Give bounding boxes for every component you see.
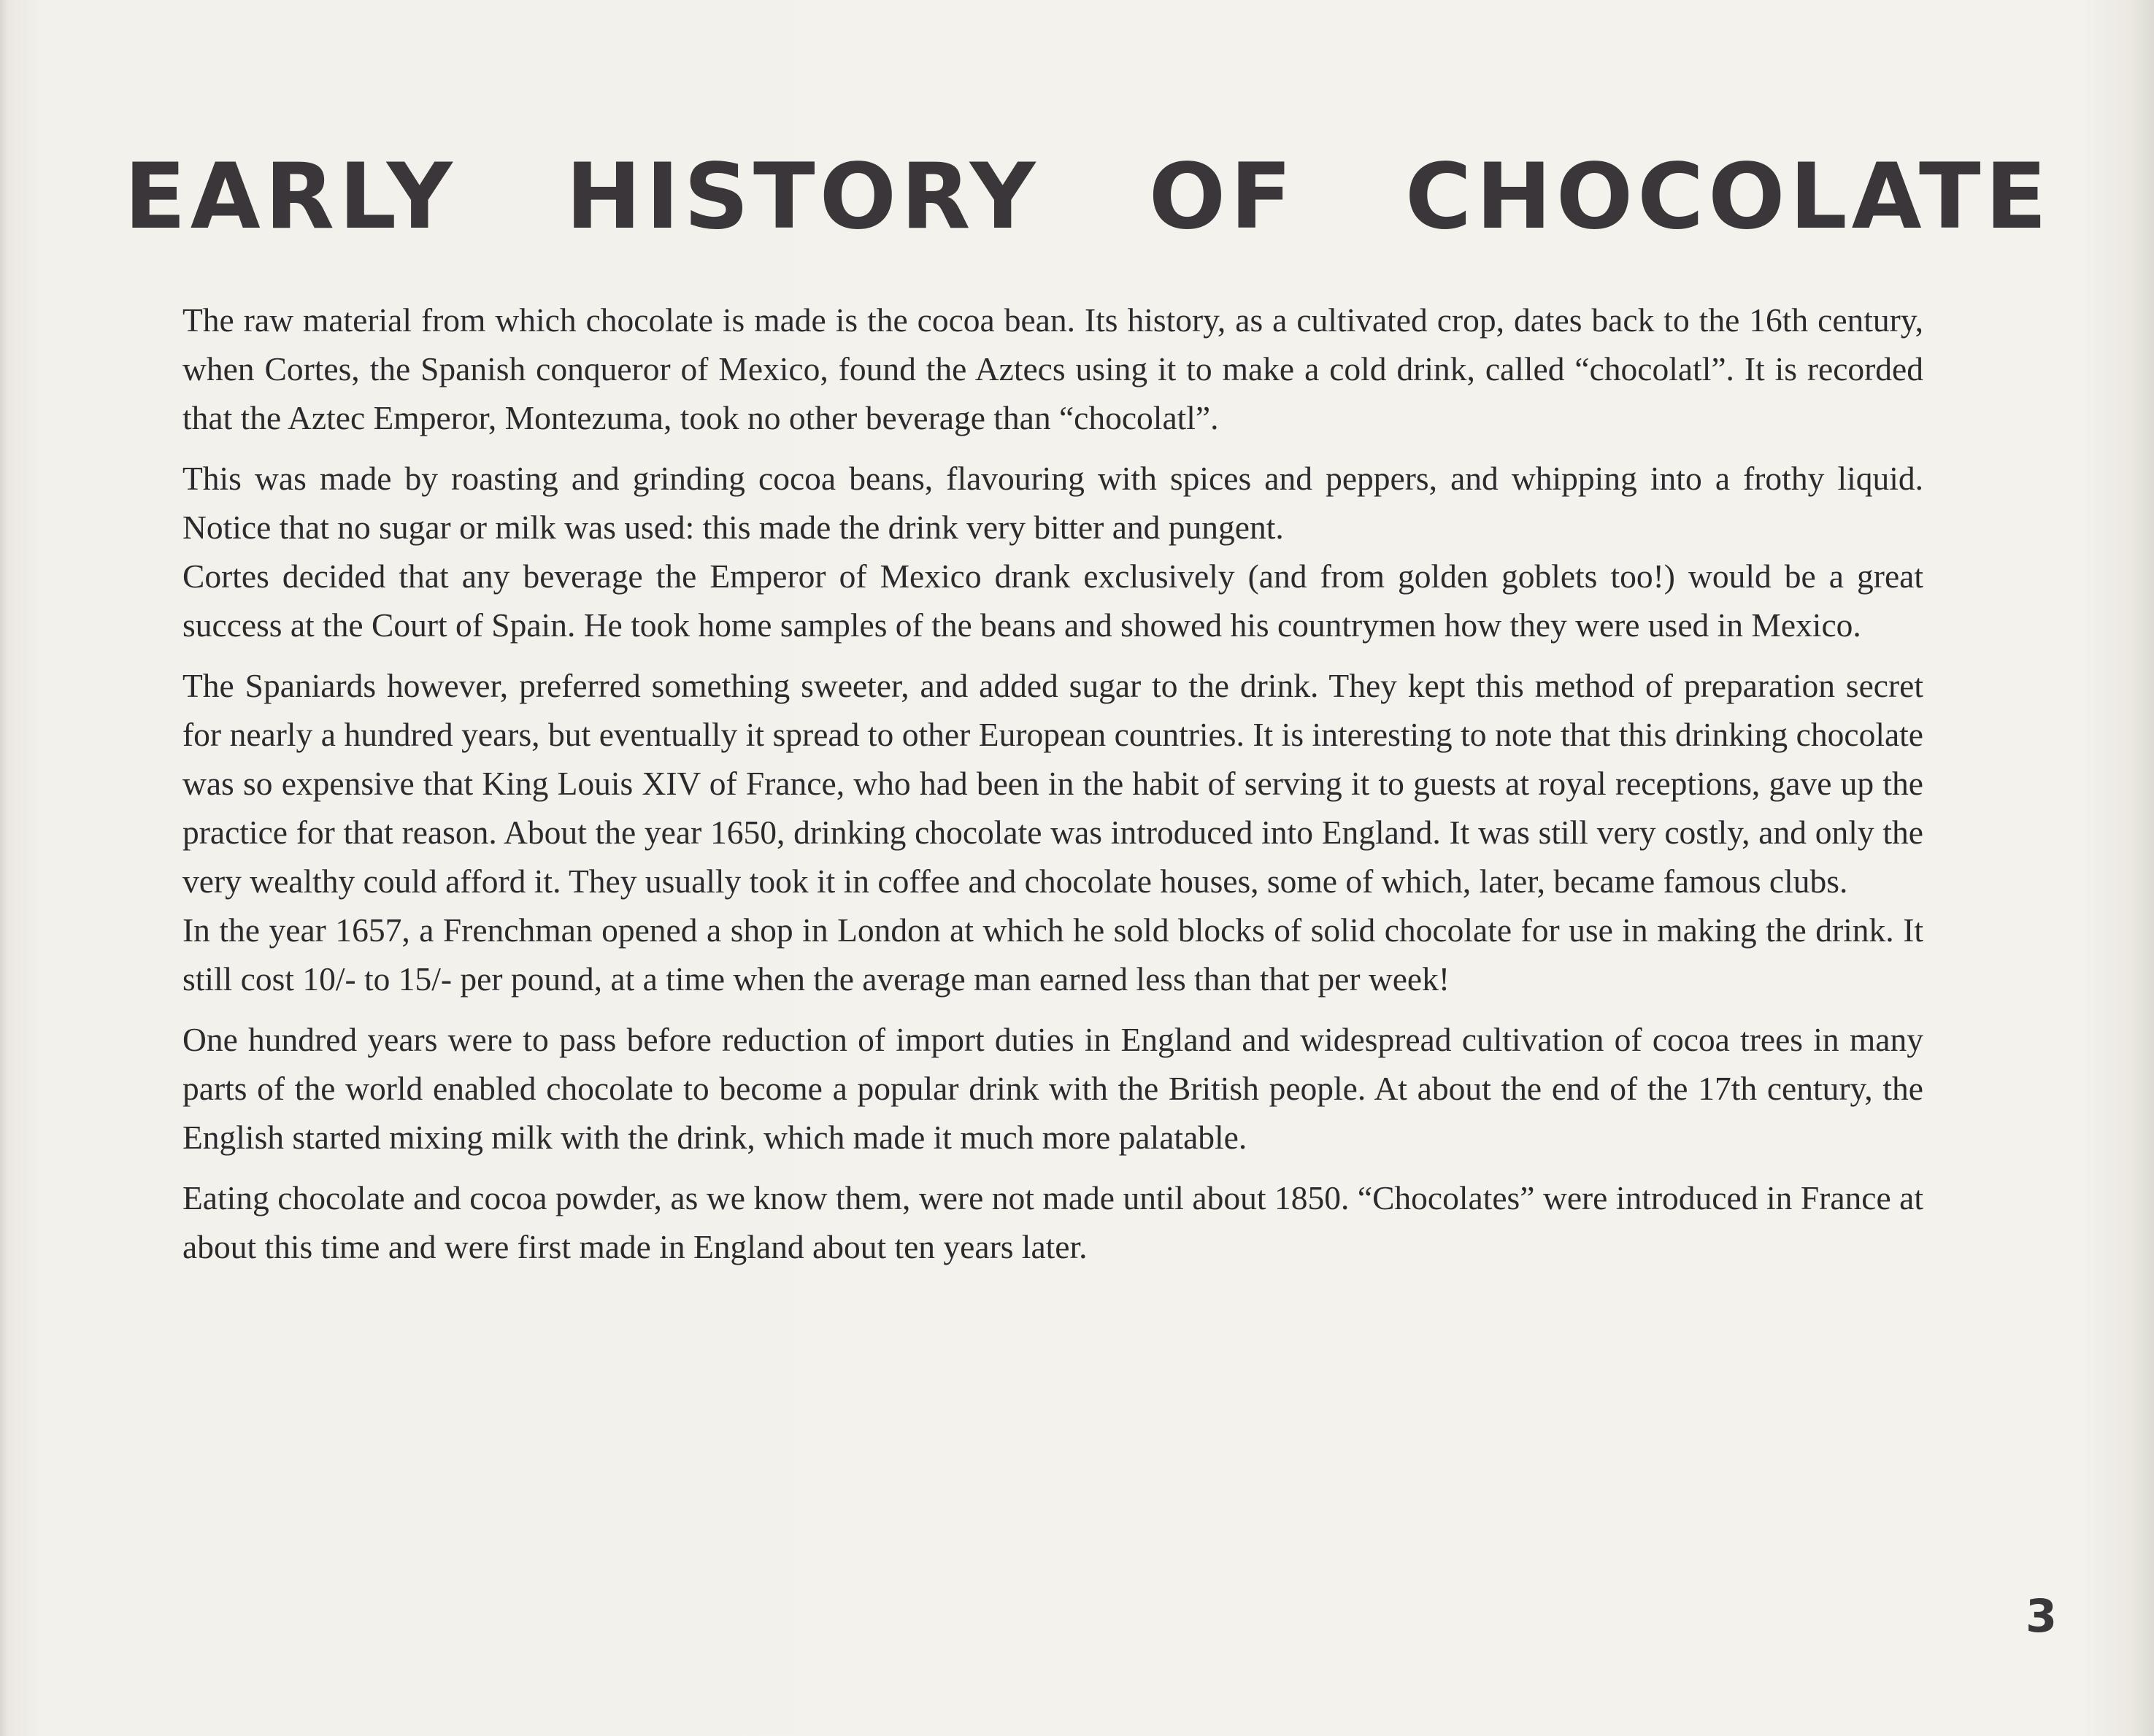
paragraph-7: Eating chocolate and cocoa powder, as we know them, were not made until about 1850. “Chocolates” were introduced in France at about this time and were first made in England about ten years later. — [182, 1179, 1923, 1265]
page-title: EARLY HISTORY OF CHOCOLATE — [124, 144, 2052, 250]
paragraph-3: Cortes decided that any beverage the Emperor of Mexico drank exclusively (and from golden goblets too!) would be a great success at the Court of Spain. He took home samples of the beans and showed his countrymen how they were used in Mexico. — [182, 558, 1923, 644]
paragraph-6: One hundred years were to pass before reduction of import duties in England and widespread cultivation of cocoa trees in many parts of the world enabled chocolate to become a popular drink with the British people. At about the end of the 17th century, the English started mixing milk with the drink, which made it much more palatable. — [182, 1021, 1923, 1156]
paragraph-1: The raw material from which chocolate is made is the cocoa bean. Its history, as a cultivated crop, dates back to the 16th century, when Cortes, the Spanish conqueror of Mexico, found the Aztecs using it to make a cold drink, called “chocolatl”. It is recorded that the Aztec Emperor, Montezuma, took no other beverage than “chocolatl”. — [182, 301, 1923, 436]
page-number: 3 — [2026, 1589, 2058, 1643]
paragraph-5: In the year 1657, a Frenchman opened a shop in London at which he sold blocks of solid chocolate for use in making the drink. It still cost 10/- to 15/- per pound, at a time when the average man earned less than that per week! — [182, 911, 1923, 998]
paragraph-2: This was made by roasting and grinding cocoa beans, flavouring with spices and peppers, and whipping into a frothy liquid. Notice that no sugar or milk was used: this made the drink very bitter and pungent. — [182, 460, 1923, 546]
body-text — [182, 296, 1923, 1271]
paragraph-4: The Spaniards however, preferred something sweeter, and added sugar to the drink. They kept this method of preparation secret for nearly a hundred years, but eventually it spread to other European countries. It is interesting to note that this drinking chocolate was so expensive that King Louis XIV of France, who had been in the habit of serving it to guests at royal receptions, gave up the practice for that reason. About the year 1650, drinking chocolate was introduced into England. It was still very costly, and only the very wealthy could afford it. They usually took it in coffee and chocolate houses, some of which, later, became famous clubs. — [182, 667, 1923, 900]
